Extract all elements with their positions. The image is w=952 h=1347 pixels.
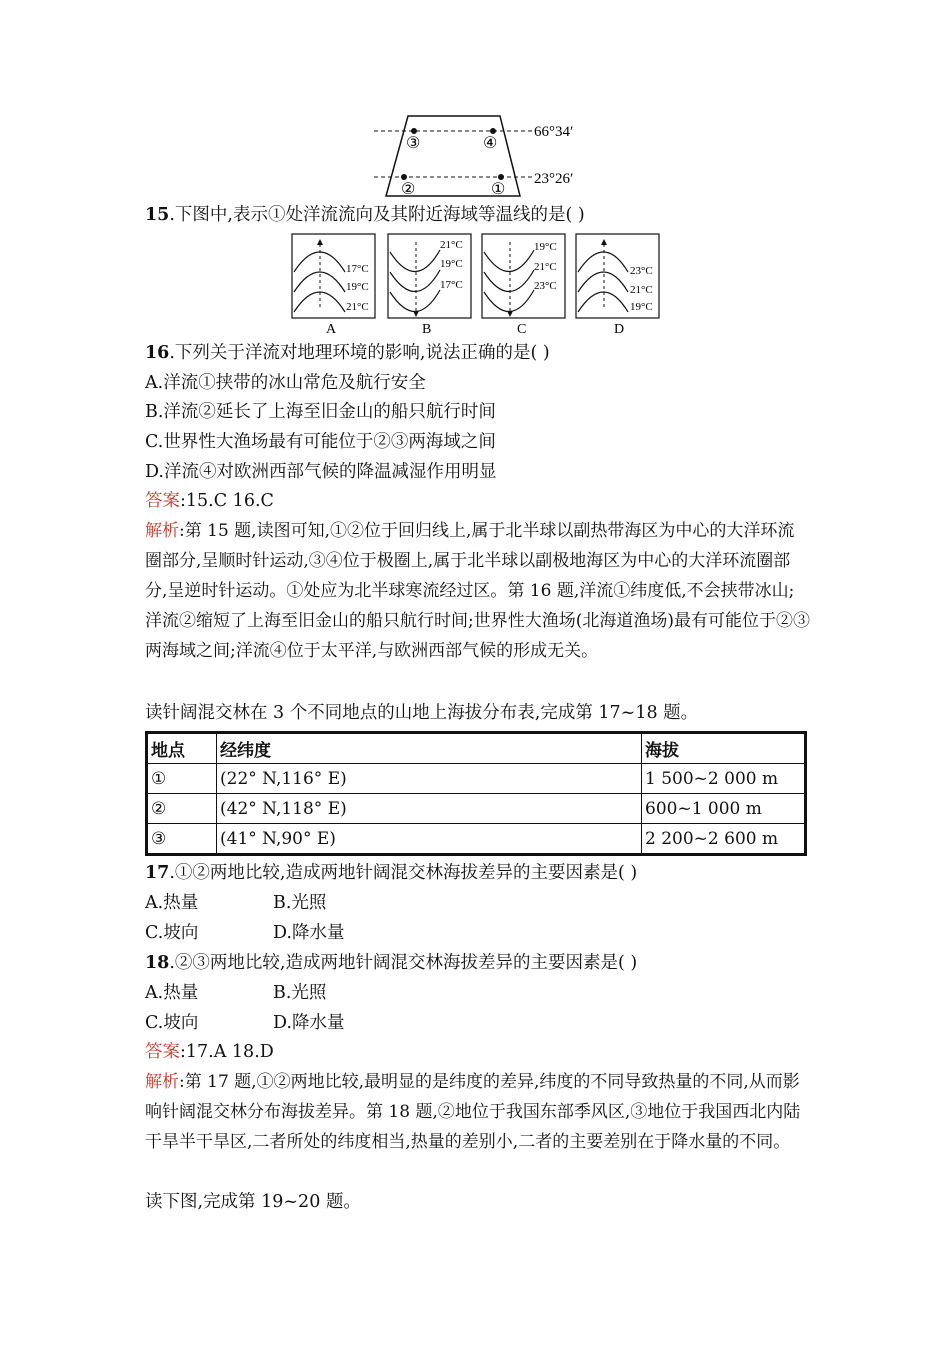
option-a: A.热量	[145, 983, 199, 1003]
question-text: .②③两地比较,造成两地针阔混交林海拔差异的主要因素是( )	[169, 953, 638, 973]
header-location: 地点	[147, 733, 217, 764]
analysis-paragraph-2	[145, 1067, 810, 1157]
panel-c-temp-2: 21°C	[534, 261, 557, 273]
cell-location: ①	[147, 764, 217, 794]
cell-location: ②	[147, 794, 217, 824]
analysis-text: :第 17 题,①②两地比较,最明显的是纬度的差异,纬度的不同导致热量的不同,从而影响针阔混交林分布海拔差异。第 18 题,②地位于我国东部季风区,③地位于我国西北内陆干旱半干旱区,二者所处的纬度相当,热量的差别小,二者的主要差别在于降水量的不同。	[145, 1072, 801, 1152]
panel-a-temp-2: 19°C	[346, 281, 369, 293]
analysis-label: 解析	[145, 1072, 179, 1092]
table-row	[147, 764, 806, 794]
option-d: D.洋流④对欧洲西部气候的降温减湿作用明显	[145, 462, 497, 482]
cell-elevation: 2 200~2 600 m	[642, 824, 806, 855]
latitude-top-label: 66°34′	[534, 124, 574, 140]
panel-a-temp-3: 21°C	[346, 301, 369, 313]
mark-4: ④	[483, 135, 498, 152]
q17-options-row-1	[145, 891, 326, 915]
option-c: C.坡向	[145, 923, 199, 943]
q18-options-row-2	[145, 1011, 344, 1035]
question-text: .①②两地比较,造成两地针阔混交林海拔差异的主要因素是( )	[169, 863, 638, 883]
q17-options-row-2	[145, 921, 344, 945]
option-a: A.热量	[145, 893, 199, 913]
panel-a-letter: A	[326, 322, 337, 337]
panel-d	[576, 234, 659, 337]
question-17	[145, 861, 637, 885]
analysis-text: :第 15 题,读图可知,①②位于回归线上,属于北半球以副热带海区为中心的大洋环流圈部分,呈顺时针运动,③④位于极圈上,属于北半球以副极地海区为中心的大洋环流圈部分,呈逆时针运动。①处应为北半球寒流经过区。第 16 题,洋流①纬度低,不会挟带冰山;洋流②缩短了上海至旧金山的船只航行时间;世界性大渔场(北海道渔场)最有可能位于②③两海域之间;洋流④位于太平洋,与欧洲西部气候的形成无关。	[145, 521, 810, 661]
question-number: 17	[145, 863, 170, 883]
panel-c-letter: C	[517, 322, 527, 337]
cell-location: ③	[147, 824, 217, 855]
cell-coordinates: (41° N,90° E)	[217, 824, 642, 855]
cell-elevation: 1 500~2 000 m	[642, 764, 806, 794]
question-text: .下列关于洋流对地理环境的影响,说法正确的是( )	[169, 343, 550, 363]
option-b: B.光照	[273, 983, 327, 1003]
table-row	[147, 794, 806, 824]
question-16	[145, 341, 550, 365]
option-a: A.洋流①挟带的冰山常危及航行安全	[145, 373, 426, 393]
panel-c	[482, 234, 565, 337]
panel-a-temp-1: 17°C	[346, 263, 369, 275]
analysis-label: 解析	[145, 521, 179, 541]
ocean-current-figure	[370, 112, 615, 200]
mark-1: ①	[491, 181, 506, 198]
question-18	[145, 951, 637, 975]
panel-c-temp-3: 23°C	[534, 280, 557, 292]
panel-d-letter: D	[614, 322, 625, 337]
question-number: 15	[145, 205, 170, 225]
panel-c-temp-1: 19°C	[534, 241, 557, 253]
panel-b-letter: B	[422, 322, 432, 337]
panel-b-temp-1: 21°C	[440, 239, 463, 251]
analysis-paragraph	[145, 516, 810, 666]
panel-a	[292, 234, 375, 337]
answer-label: 答案	[145, 491, 180, 511]
panel-d-temp-3: 19°C	[630, 301, 653, 313]
panel-d-temp-1: 23°C	[630, 265, 653, 277]
option-b: B.洋流②延长了上海至旧金山的船只航行时间	[145, 402, 496, 422]
table-header-row	[147, 733, 806, 764]
header-coordinates: 经纬度	[217, 733, 642, 764]
question-15	[145, 203, 585, 227]
panel-b-temp-2: 19°C	[440, 258, 463, 270]
option-d: D.降水量	[273, 1013, 345, 1033]
q18-options-row-1	[145, 981, 326, 1005]
answer-line-2	[145, 1040, 274, 1064]
intro-19-20: 读下图,完成第 19~20 题。	[145, 1192, 361, 1212]
option-c: C.世界性大渔场最有可能位于②③两海域之间	[145, 432, 496, 452]
option-c: C.坡向	[145, 1013, 199, 1033]
isotherm-panels	[290, 232, 665, 340]
question-number: 18	[145, 953, 170, 973]
answer-text: :15.C 16.C	[180, 491, 274, 511]
mark-3: ③	[406, 135, 421, 152]
cell-coordinates: (22° N,116° E)	[217, 764, 642, 794]
option-b: B.光照	[273, 893, 327, 913]
panel-b	[388, 234, 471, 337]
elevation-table	[145, 731, 807, 856]
table-row	[147, 824, 806, 855]
question-text: .下图中,表示①处洋流流向及其附近海域等温线的是( )	[169, 205, 585, 225]
latitude-bottom-label: 23°26′	[534, 171, 574, 187]
option-d: D.降水量	[273, 923, 345, 943]
cell-elevation: 600~1 000 m	[642, 794, 806, 824]
cell-coordinates: (42° N,118° E)	[217, 794, 642, 824]
panel-b-temp-3: 17°C	[440, 279, 463, 291]
intro-17-18: 读针阔混交林在 3 个不同地点的山地上海拔分布表,完成第 17~18 题。	[145, 703, 699, 723]
header-elevation: 海拔	[642, 733, 806, 764]
mark-2: ②	[401, 181, 416, 198]
answer-text: :17.A 18.D	[180, 1042, 274, 1062]
answer-line	[145, 489, 274, 513]
answer-label: 答案	[145, 1042, 180, 1062]
panel-d-temp-2: 21°C	[630, 284, 653, 296]
question-number: 16	[145, 343, 170, 363]
